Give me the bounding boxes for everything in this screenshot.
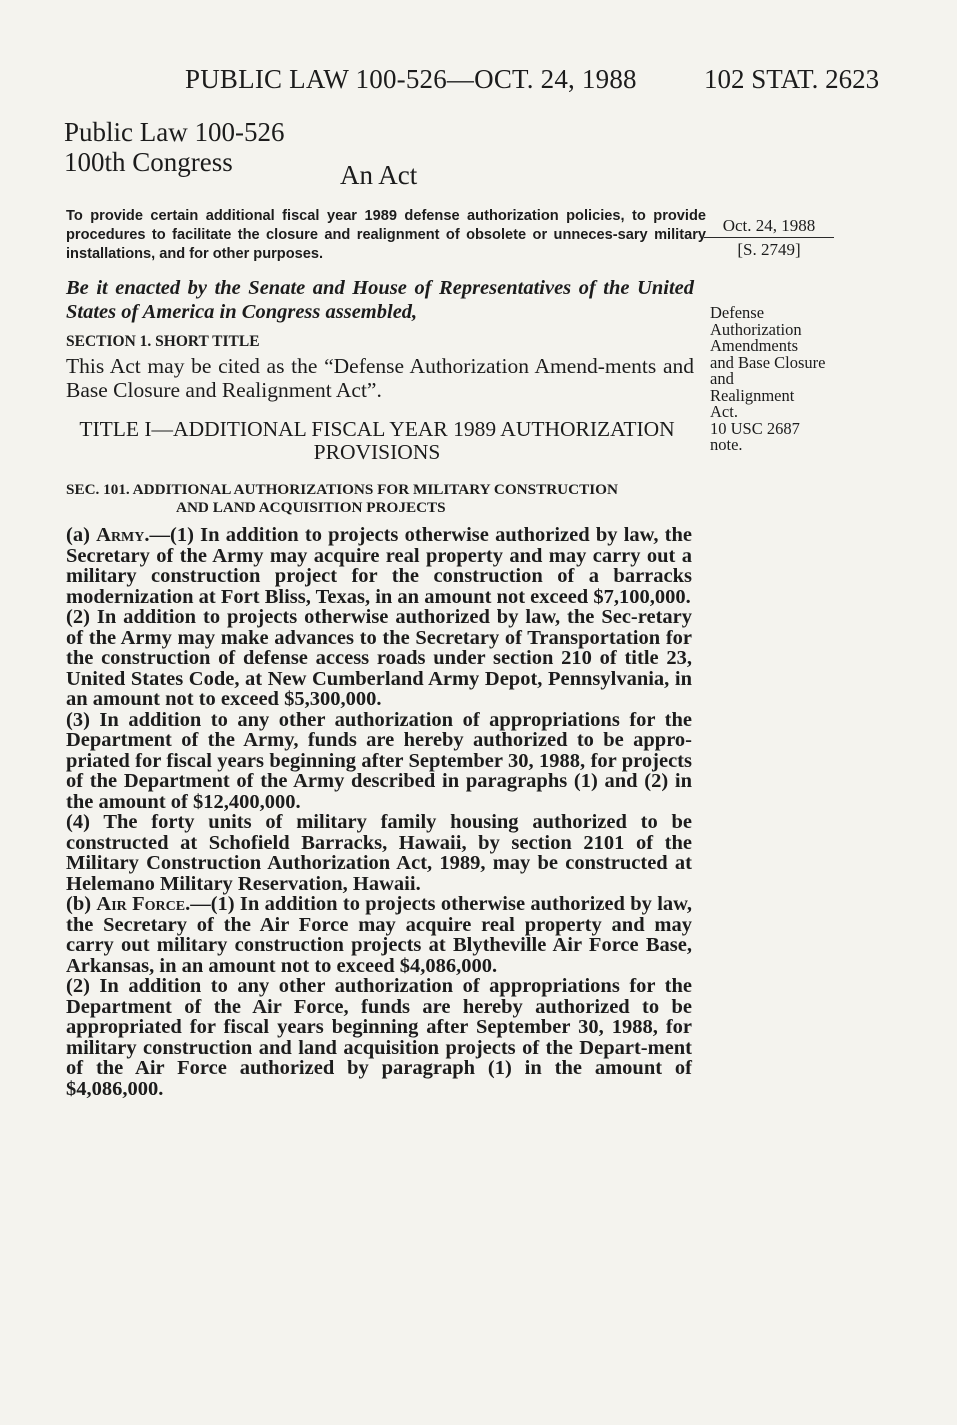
margin-note-line: 10 USC 2687 xyxy=(710,418,800,438)
congress-number: 100th Congress xyxy=(64,147,233,177)
margin-note-line: Realignment xyxy=(710,385,795,405)
margin-note-line: Amendments xyxy=(710,336,798,355)
title-i-heading xyxy=(64,418,690,464)
stat-page-number: 102 STAT. 2623 xyxy=(704,64,880,94)
air-force-paragraph-2: (2) In addition to any other authorization of appropriations for the Department of the Air Force, funds are hereby authorized to be appropriated for fiscal years beginning after September 30, 1988, for military construction and land acquisition projects of the Depart-ment of the Air Force authorized by paragraph (1) in the amount of $4,086,000. xyxy=(66,975,692,1100)
margin-note-line: and xyxy=(710,369,734,388)
margin-note-line: and Base Closure xyxy=(710,352,826,372)
army-paragraph-4: (4) The forty units of military family housing authorized to be constructed at Schofield Barracks, Hawaii, by section 2101 of the Military Construction Authorization Act, 1989, may be constructed at Helemano Military Reservation, Hawaii. xyxy=(66,811,692,895)
sec101-heading-line1: SEC. 101. ADDITIONAL AUTHORIZATIONS FOR MILITARY CONSTRUCTION xyxy=(66,481,618,498)
public-law-designation xyxy=(64,117,284,177)
title-i-line2: PROVISIONS xyxy=(313,440,441,464)
section1-text: This Act may be cited as the “Defense Authorization Amend-ments and Base Closure and Realignment Act”. xyxy=(66,354,694,402)
sec101-body xyxy=(66,525,692,1099)
section1-heading: SECTION 1. SHORT TITLE xyxy=(66,333,260,350)
army-label: Army xyxy=(96,524,145,546)
title-i-line1: TITLE I—ADDITIONAL FISCAL YEAR 1989 AUTHORIZATION xyxy=(79,417,675,441)
army-paragraph-3: (3) In addition to any other authorization of appropriations for the Department of the Army, funds are hereby authorized to be appro-priated for fiscal years beginning after September 30, 1988, for projects of the Department of the Army described in paragraphs (1) and (2) in the amount of $12,400,000. xyxy=(66,708,692,813)
margin-divider xyxy=(704,237,834,238)
public-law-number: Public Law 100-526 xyxy=(64,117,285,147)
bill-number: [S. 2749] xyxy=(737,240,801,259)
sec101-heading-line2: AND LAND ACQUISITION PROJECTS xyxy=(176,499,446,516)
margin-note-line: note. xyxy=(710,435,743,454)
margin-note-line: Authorization xyxy=(710,319,802,339)
margin-date-note xyxy=(704,216,834,260)
sec101-heading xyxy=(66,481,694,517)
margin-note-short-title xyxy=(710,305,850,454)
purpose-clause: To provide certain additional fiscal year 1989 defense authorization policies, to provide procedures to facilitate the closure and realignment of obsolete or unneces-sary military installations, and for other purposes. xyxy=(66,208,706,262)
air-force-label: Air Force xyxy=(96,893,186,915)
margin-note-line: Act. xyxy=(710,402,738,421)
air-force-paragraph-1: (b) Air Force.—(1) In addition to projects otherwise authorized by law, the Secretary of the Air Force may acquire real property and may carry out military construction projects at Blytheville Air Force Base, Arkansas, in an amount not to exceed $4,086,000. xyxy=(66,893,692,977)
an-act-heading: An Act xyxy=(340,160,418,190)
af-p1-text: .—(1) In addition to projects otherwise authorized by law, the Secretary of the Air Force may acquire real property and may carry out military construction projects at Blytheville Air Force Base, Arkansas, in an amount not to exceed $4,086,000. xyxy=(66,893,692,977)
enacting-clause: Be it enacted by the Senate and House of Representatives of the United States of America in Congress assembled, xyxy=(66,277,694,323)
running-head: PUBLIC LAW 100-526—OCT. 24, 1988 xyxy=(185,64,637,94)
margin-note-line: Defense xyxy=(710,303,765,322)
army-p1-text: .—(1) In addition to projects otherwise authorized by law, the Secretary of the Army may acquire real property and may carry out a military construction project for the construction of a barracks modernization at Fort Bliss, Texas, in an amount not exceed $7,100,000. xyxy=(66,524,692,608)
enactment-date: Oct. 24, 1988 xyxy=(722,216,816,235)
army-paragraph-2: (2) In addition to projects otherwise authorized by law, the Sec-retary of the Army may make advances to the Secretary of Transportation for the construction of defense access roads under section 210 of title 23, United States Code, at New Cumberland Army Depot, Pennsylvania, in an amount not to exceed $5,300,000. xyxy=(66,606,692,710)
army-paragraph-1: (a) Army.—(1) In addition to projects otherwise authorized by law, the Secretary of the Army may acquire real property and may carry out a military construction project for the construction of a barracks modernization at Fort Bliss, Texas, in an amount not exceed $7,100,000. xyxy=(66,524,692,608)
